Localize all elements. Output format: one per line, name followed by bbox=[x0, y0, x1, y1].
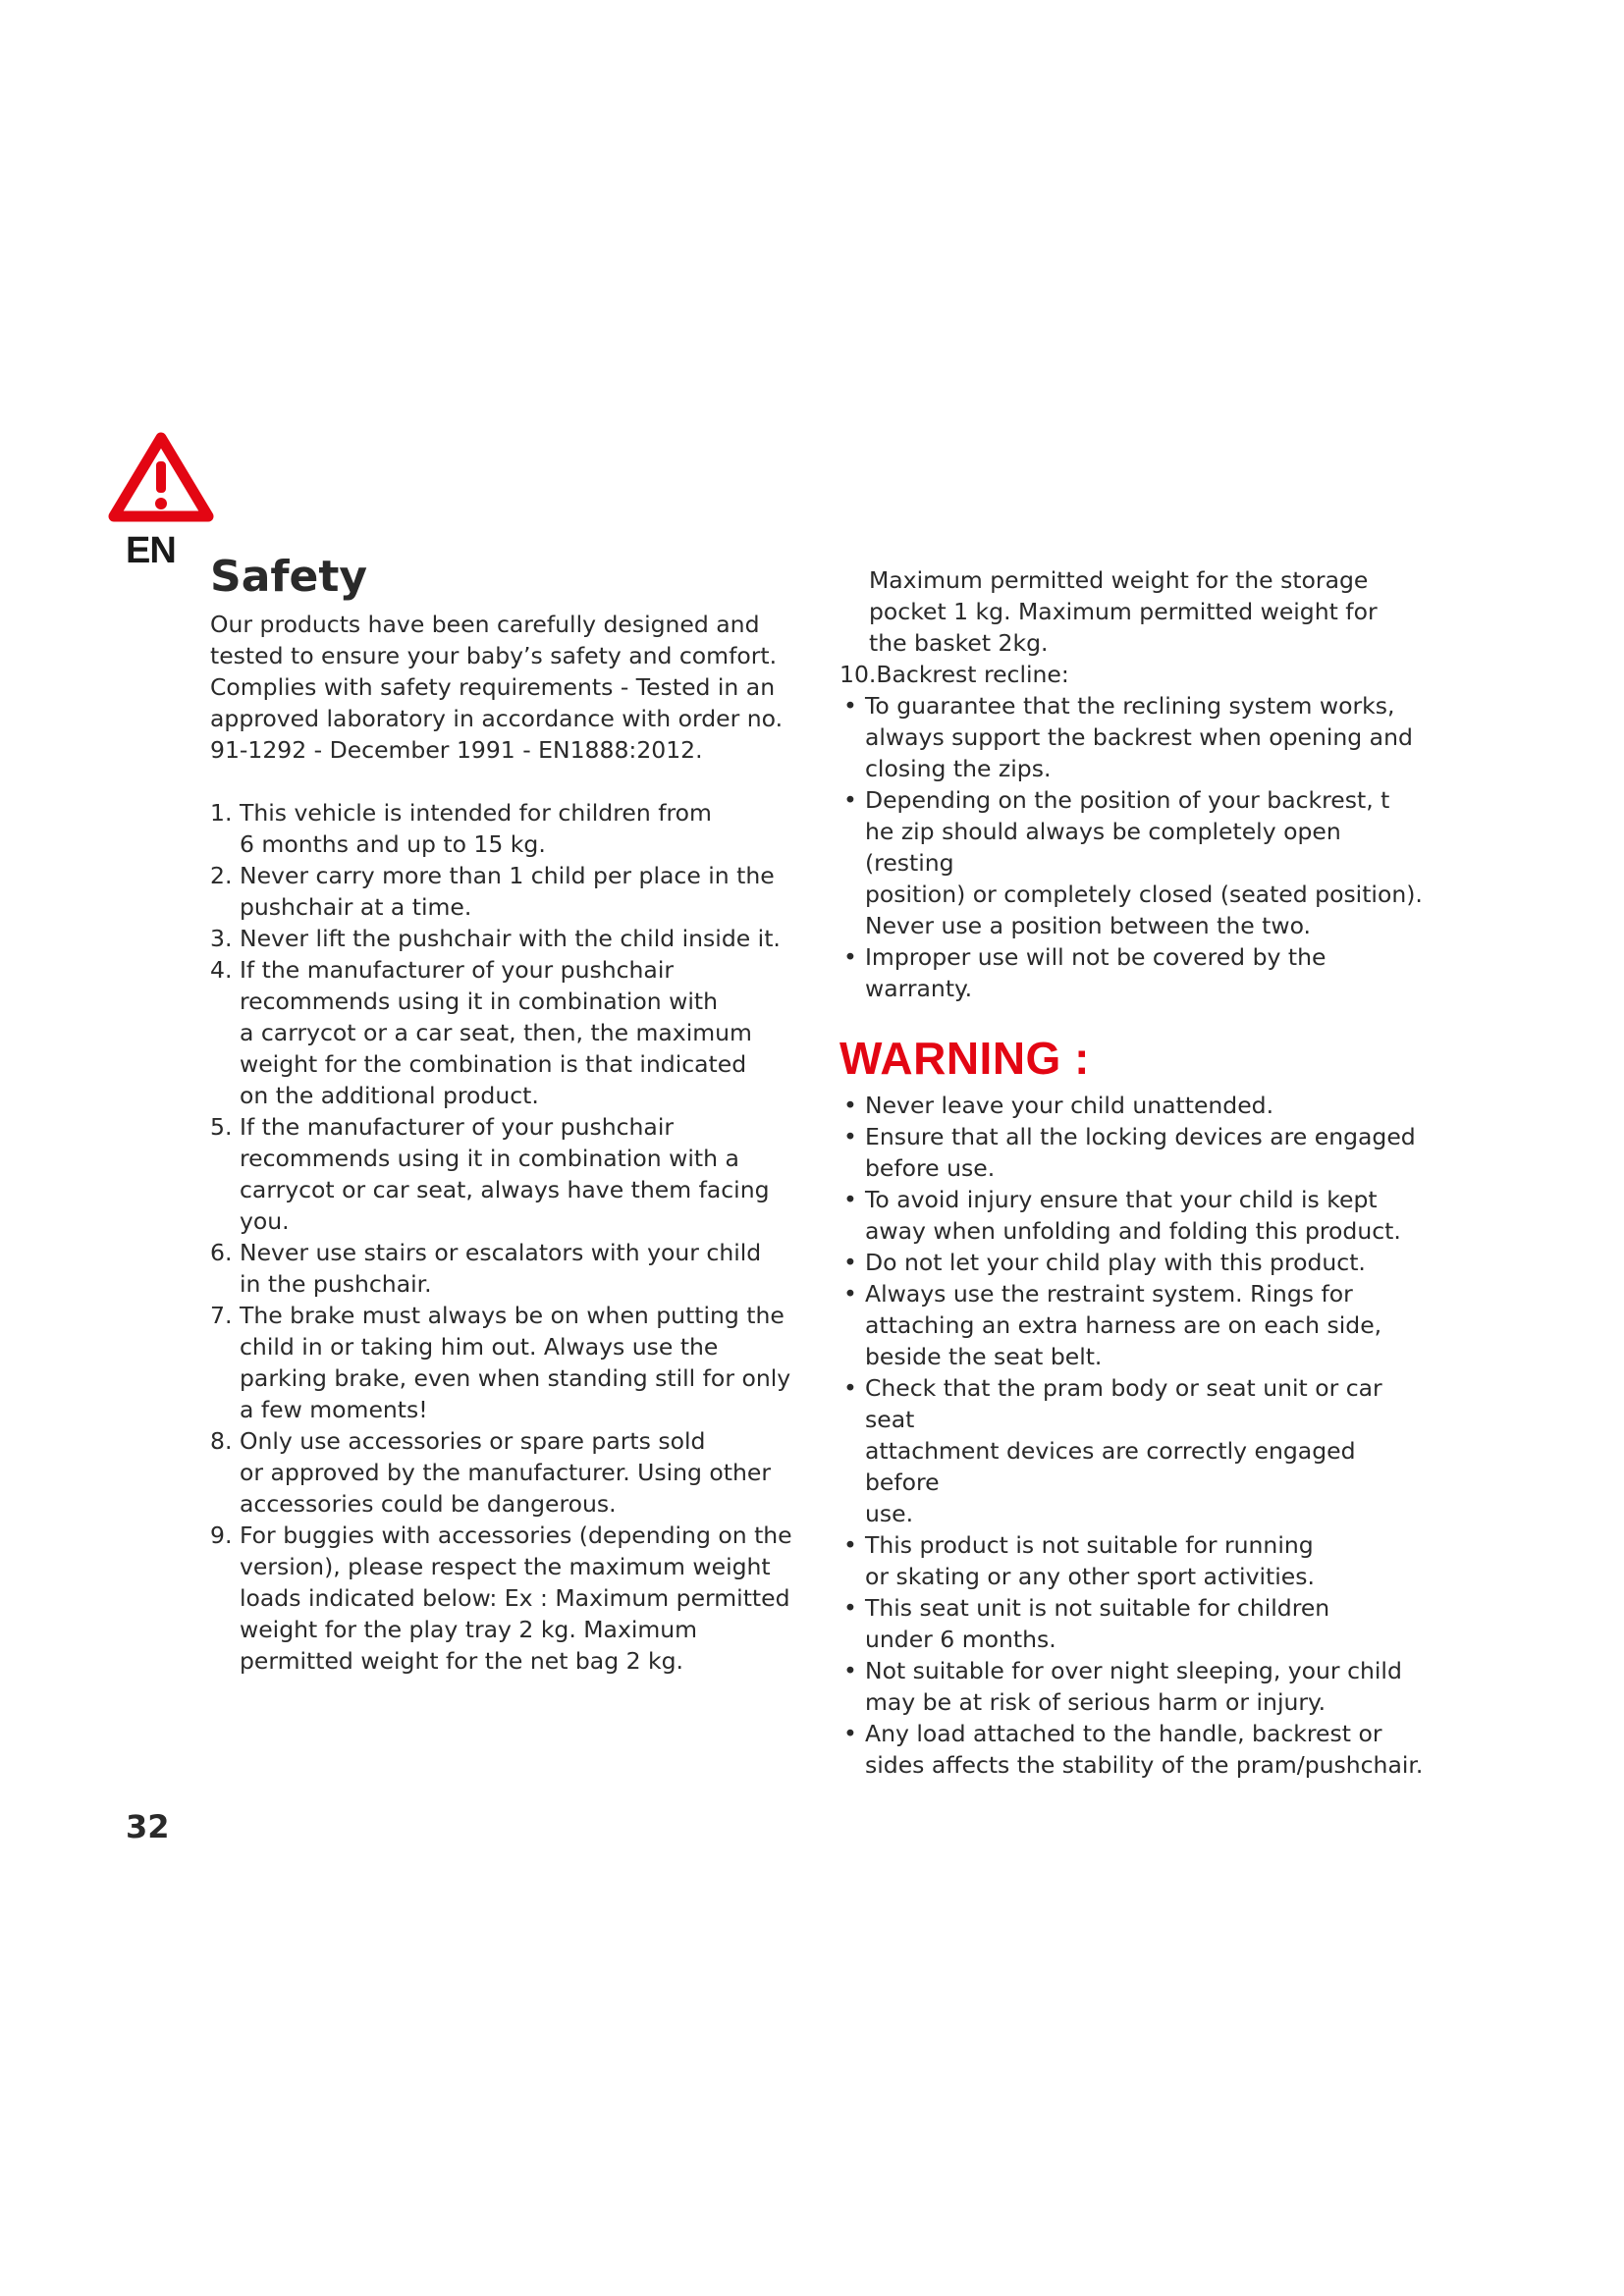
item-line: Never carry more than 1 child per place in the bbox=[240, 862, 775, 889]
bullet-line: This seat unit is not suitable for children bbox=[865, 1593, 1330, 1622]
bullet-icon: • bbox=[843, 1122, 857, 1150]
list-item bbox=[210, 923, 799, 954]
item-line: pushchair at a time. bbox=[240, 893, 472, 921]
item-text bbox=[240, 1300, 799, 1425]
bullet-line: use. bbox=[865, 1499, 914, 1527]
item-line: recommends using it in combination with a bbox=[240, 1145, 739, 1172]
list-item bbox=[210, 1300, 799, 1425]
bullet-text bbox=[865, 1184, 1429, 1247]
intro-paragraph bbox=[210, 609, 799, 766]
item-line: child in or taking him out. Always use the bbox=[240, 1333, 719, 1361]
bullet-line: he zip should always be completely open (resting bbox=[865, 818, 1341, 877]
bullet-line: away when unfolding and folding this product. bbox=[865, 1216, 1401, 1245]
item-line: on the additional product. bbox=[240, 1082, 539, 1109]
bullet-text bbox=[865, 784, 1429, 941]
item-line: For buggies with accessories (depending on the bbox=[240, 1522, 792, 1549]
bullet-line: To guarantee that the reclining system works, bbox=[865, 692, 1395, 720]
bullet-icon: • bbox=[843, 1373, 857, 1402]
bullet-line: Any load attached to the handle, backrest or bbox=[865, 1719, 1382, 1747]
bullet-icon: • bbox=[843, 786, 857, 814]
item-number: 9. bbox=[210, 1522, 233, 1549]
list-item bbox=[839, 1592, 1429, 1655]
item-line: a few moments! bbox=[240, 1396, 428, 1423]
bullet-text bbox=[865, 690, 1429, 784]
bullet-text bbox=[865, 1247, 1429, 1278]
item-line: Never lift the pushchair with the child inside it. bbox=[240, 925, 781, 952]
item-line: weight for the combination is that indicated bbox=[240, 1050, 747, 1078]
item-line: a carrycot or a car seat, then, the maximum bbox=[240, 1019, 752, 1046]
bullet-line: attaching an extra harness are on each side, bbox=[865, 1310, 1382, 1339]
bullet-icon: • bbox=[843, 1185, 857, 1213]
list-item bbox=[210, 797, 799, 860]
recline-bullet-list bbox=[839, 690, 1429, 1004]
list-item bbox=[210, 860, 799, 923]
bullet-line: Always use the restraint system. Rings for bbox=[865, 1279, 1353, 1308]
list-item bbox=[839, 1372, 1429, 1529]
bullet-line: Ensure that all the locking devices are engaged bbox=[865, 1122, 1416, 1150]
bullet-icon: • bbox=[843, 1091, 857, 1119]
item-line: This vehicle is intended for children from bbox=[240, 799, 712, 827]
list-item bbox=[839, 1184, 1429, 1247]
bullet-line: always support the backrest when opening and bbox=[865, 723, 1413, 751]
item-text bbox=[240, 954, 799, 1111]
item-text bbox=[240, 923, 799, 954]
bullet-icon: • bbox=[843, 1593, 857, 1622]
intro-line: tested to ensure your baby’s safety and comfort. bbox=[210, 642, 778, 669]
bullet-line: before use. bbox=[865, 1153, 996, 1182]
item-line: in the pushchair. bbox=[240, 1270, 432, 1298]
left-column bbox=[210, 609, 799, 1677]
bullet-line: To avoid injury ensure that your child is kept bbox=[865, 1185, 1378, 1213]
item-number: 8. bbox=[210, 1427, 233, 1455]
list-item bbox=[210, 1425, 799, 1520]
bullet-text bbox=[865, 1090, 1429, 1121]
bullet-text bbox=[865, 1529, 1429, 1592]
list-item bbox=[210, 1111, 799, 1237]
bullet-text bbox=[865, 1121, 1429, 1184]
section-title: Safety bbox=[210, 552, 368, 602]
item-line: Only use accessories or spare parts sold bbox=[240, 1427, 706, 1455]
bullet-icon: • bbox=[843, 1656, 857, 1684]
page-number: 32 bbox=[126, 1808, 170, 1845]
bullet-line: position) or completely closed (seated position). bbox=[865, 881, 1423, 908]
item-text bbox=[240, 1237, 799, 1300]
item-number: 4. bbox=[210, 956, 233, 984]
bullet-line: Improper use will not be covered by the warranty. bbox=[865, 943, 1326, 1002]
warning-bullet-list bbox=[839, 1090, 1429, 1781]
continuation-line: the basket 2kg. bbox=[869, 629, 1049, 657]
item-line: Never use stairs or escalators with your child bbox=[240, 1239, 762, 1266]
item-line: or approved by the manufacturer. Using other bbox=[240, 1459, 772, 1486]
item-number: 7. bbox=[210, 1302, 233, 1329]
item9-continuation bbox=[839, 564, 1429, 659]
bullet-text bbox=[865, 941, 1429, 1004]
list-item bbox=[210, 954, 799, 1111]
item-label: Backrest recline: bbox=[876, 661, 1069, 688]
bullet-icon: • bbox=[843, 692, 857, 720]
bullet-line: under 6 months. bbox=[865, 1625, 1056, 1653]
bullet-icon: • bbox=[843, 1530, 857, 1559]
numbered-safety-list bbox=[210, 797, 799, 1677]
bullet-icon: • bbox=[843, 1279, 857, 1308]
continuation-line: pocket 1 kg. Maximum permitted weight for bbox=[869, 598, 1378, 625]
item-line: recommends using it in combination with bbox=[240, 988, 718, 1015]
bullet-line: Never use a position between the two. bbox=[865, 912, 1312, 939]
bullet-line: This product is not suitable for running bbox=[865, 1530, 1314, 1559]
bullet-text bbox=[865, 1278, 1429, 1372]
right-column bbox=[839, 564, 1429, 1781]
bullet-icon: • bbox=[843, 943, 857, 971]
list-item bbox=[839, 1247, 1429, 1278]
list-item bbox=[839, 1529, 1429, 1592]
bullet-icon: • bbox=[843, 1248, 857, 1276]
item-text bbox=[240, 1520, 799, 1677]
bullet-line: attachment devices are correctly engaged before bbox=[865, 1436, 1356, 1496]
item-line: carrycot or car seat, always have them facing you. bbox=[240, 1176, 770, 1235]
item10-heading bbox=[839, 659, 1429, 690]
item-line: If the manufacturer of your pushchair bbox=[240, 1113, 675, 1141]
item-text bbox=[240, 797, 799, 860]
item-line: parking brake, even when standing still for only bbox=[240, 1364, 791, 1392]
item-text bbox=[240, 1425, 799, 1520]
bullet-text bbox=[865, 1655, 1429, 1718]
item-number: 10. bbox=[839, 661, 877, 688]
intro-line: Our products have been carefully designed and bbox=[210, 611, 760, 638]
item-number: 6. bbox=[210, 1239, 233, 1266]
item-line: loads indicated below: Ex : Maximum permitted bbox=[240, 1584, 790, 1612]
bullet-text bbox=[865, 1372, 1429, 1529]
bullet-line: Never leave your child unattended. bbox=[865, 1091, 1274, 1119]
item-line: weight for the play tray 2 kg. Maximum bbox=[240, 1616, 698, 1643]
bullet-line: Not suitable for over night sleeping, your child bbox=[865, 1656, 1402, 1684]
list-item bbox=[839, 941, 1429, 1004]
list-item bbox=[210, 1520, 799, 1677]
item-number: 3. bbox=[210, 925, 233, 952]
list-item bbox=[839, 1090, 1429, 1121]
bullet-icon: • bbox=[843, 1719, 857, 1747]
list-item bbox=[839, 784, 1429, 941]
item-text bbox=[240, 860, 799, 923]
item-number: 2. bbox=[210, 862, 233, 889]
list-item bbox=[839, 1655, 1429, 1718]
item-line: The brake must always be on when putting the bbox=[240, 1302, 785, 1329]
bullet-line: or skating or any other sport activities. bbox=[865, 1562, 1315, 1590]
bullet-line: beside the seat belt. bbox=[865, 1342, 1103, 1370]
item-number: 5. bbox=[210, 1113, 233, 1141]
bullet-text bbox=[865, 1718, 1429, 1781]
bullet-line: sides affects the stability of the pram/pushchair. bbox=[865, 1750, 1424, 1779]
list-item bbox=[210, 1237, 799, 1300]
list-item bbox=[839, 1718, 1429, 1781]
bullet-line: Check that the pram body or seat unit or car seat bbox=[865, 1373, 1382, 1433]
warning-triangle-icon bbox=[108, 430, 214, 526]
intro-line: 91-1292 - December 1991 - EN1888:2012. bbox=[210, 736, 703, 764]
bullet-line: closing the zips. bbox=[865, 755, 1052, 782]
warning-heading: WARNING : bbox=[839, 1033, 1090, 1084]
item-line: 6 months and up to 15 kg. bbox=[240, 830, 546, 858]
intro-line: Complies with safety requirements - Tested in an bbox=[210, 673, 776, 701]
item-line: accessories could be dangerous. bbox=[240, 1490, 617, 1518]
item-text bbox=[240, 1111, 799, 1237]
language-code: EN bbox=[126, 530, 176, 571]
list-item bbox=[839, 1278, 1429, 1372]
item-number: 1. bbox=[210, 799, 233, 827]
bullet-line: Depending on the position of your backrest, t bbox=[865, 786, 1390, 814]
list-item bbox=[839, 1121, 1429, 1184]
item-line: If the manufacturer of your pushchair bbox=[240, 956, 675, 984]
item-line: version), please respect the maximum weight bbox=[240, 1553, 771, 1580]
bullet-text bbox=[865, 1592, 1429, 1655]
continuation-line: Maximum permitted weight for the storage bbox=[869, 566, 1369, 594]
intro-line: approved laboratory in accordance with order no. bbox=[210, 705, 784, 732]
list-item bbox=[839, 690, 1429, 784]
bullet-line: Do not let your child play with this product. bbox=[865, 1248, 1366, 1276]
bullet-line: may be at risk of serious harm or injury. bbox=[865, 1687, 1326, 1716]
item-line: permitted weight for the net bag 2 kg. bbox=[240, 1647, 683, 1675]
